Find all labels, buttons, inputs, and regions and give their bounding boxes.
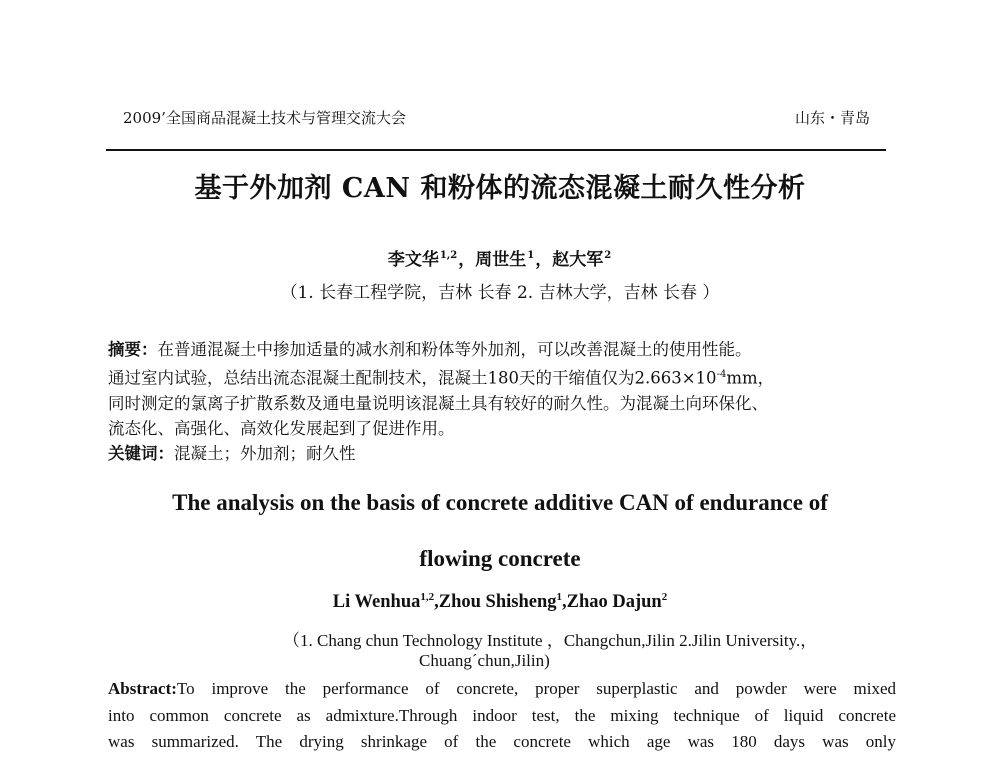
english-affiliation-line-1: （1. Chang chun Technology Institute ，Changchun,Jilin 2.Jilin University.， (283, 631, 818, 650)
author-affiliation-mark: 1,2 (420, 591, 435, 603)
author-affiliation-mark: 1 (527, 250, 535, 262)
author-name: Li Wenhua (332, 592, 421, 613)
author-name: Zhou Shisheng (438, 592, 557, 613)
abstract-text: 流态化、高强化、高效化发展起到了促进作用。 (108, 418, 455, 438)
keywords-line (108, 441, 894, 466)
english-title-line-2: flowing concrete (419, 546, 581, 571)
keywords-label: 关键词： (108, 443, 174, 463)
chinese-affiliation: （1. 长春工程学院，吉林 长春 2. 吉林大学，吉林 长春 ） (280, 283, 720, 303)
english-title-line-1: The analysis on the basis of concrete additive CAN of endurance of (172, 490, 828, 515)
abstract-text: To improve the performance of concrete, proper superplastic and powder were mixed (176, 679, 896, 698)
running-header-conference: 2009’全国商品混凝土技术与管理交流大会 (123, 109, 406, 127)
author-name: 周世生 (475, 250, 527, 270)
abstract-unit: mm， (726, 368, 775, 388)
author-affiliation-mark: 1 (556, 591, 562, 603)
chinese-abstract (108, 337, 894, 466)
author-affiliation-mark: 1,2 (439, 250, 458, 262)
author-separator: ， (458, 250, 476, 270)
abstract-text: was summarized. The drying shrinkage of the concrete which age was 180 days was only (108, 732, 896, 751)
abstract-label: Abstract: (108, 679, 177, 698)
author-name: 李文华 (387, 250, 439, 270)
author-separator: , (434, 592, 439, 613)
chinese-title: 基于外加剂 CAN 和粉体的流态混凝土耐久性分析 (194, 173, 806, 204)
author-name: 赵大军 (552, 250, 604, 270)
abstract-exponent: -4 (716, 369, 727, 380)
chinese-authors (0, 245, 1000, 270)
keywords-text: 混凝土；外加剂；耐久性 (174, 443, 356, 463)
abstract-line (108, 391, 894, 416)
running-header-location: 山东・青岛 (795, 109, 871, 127)
abstract-text: 在普通混凝土中掺加适量的减水剂和粉体等外加剂，可以改善混凝土的使用性能。 (157, 340, 752, 359)
abstract-line (108, 416, 894, 441)
abstract-line (108, 676, 896, 703)
author-separator: ， (535, 250, 553, 270)
abstract-line (108, 362, 894, 391)
english-abstract (108, 676, 896, 756)
author-affiliation-mark: 2 (604, 250, 612, 262)
abstract-text: 同时测定的氯离子扩散系数及通电量说明该混凝土具有较好的耐久性。为混凝土向环保化、 (108, 393, 768, 413)
english-authors (0, 591, 1000, 613)
header-rule (106, 149, 886, 151)
abstract-line (108, 337, 894, 362)
author-separator: , (561, 592, 567, 613)
abstract-line (108, 729, 896, 756)
author-affiliation-mark: 2 (661, 591, 668, 603)
english-affiliation-line-2: Chuang´chun,Jilin) (419, 651, 550, 670)
abstract-line (108, 703, 896, 730)
abstract-label: 摘要： (108, 340, 158, 359)
abstract-text: into common concrete as admixture.Through indoor test, the mixing technique of liquid concrete (108, 705, 896, 725)
author-name: Zhao Dajun (566, 592, 662, 613)
abstract-text: 通过室内试验，总结出流态混凝土配制技术，混凝土180天的干缩值仅为2.663×10 (108, 368, 717, 388)
